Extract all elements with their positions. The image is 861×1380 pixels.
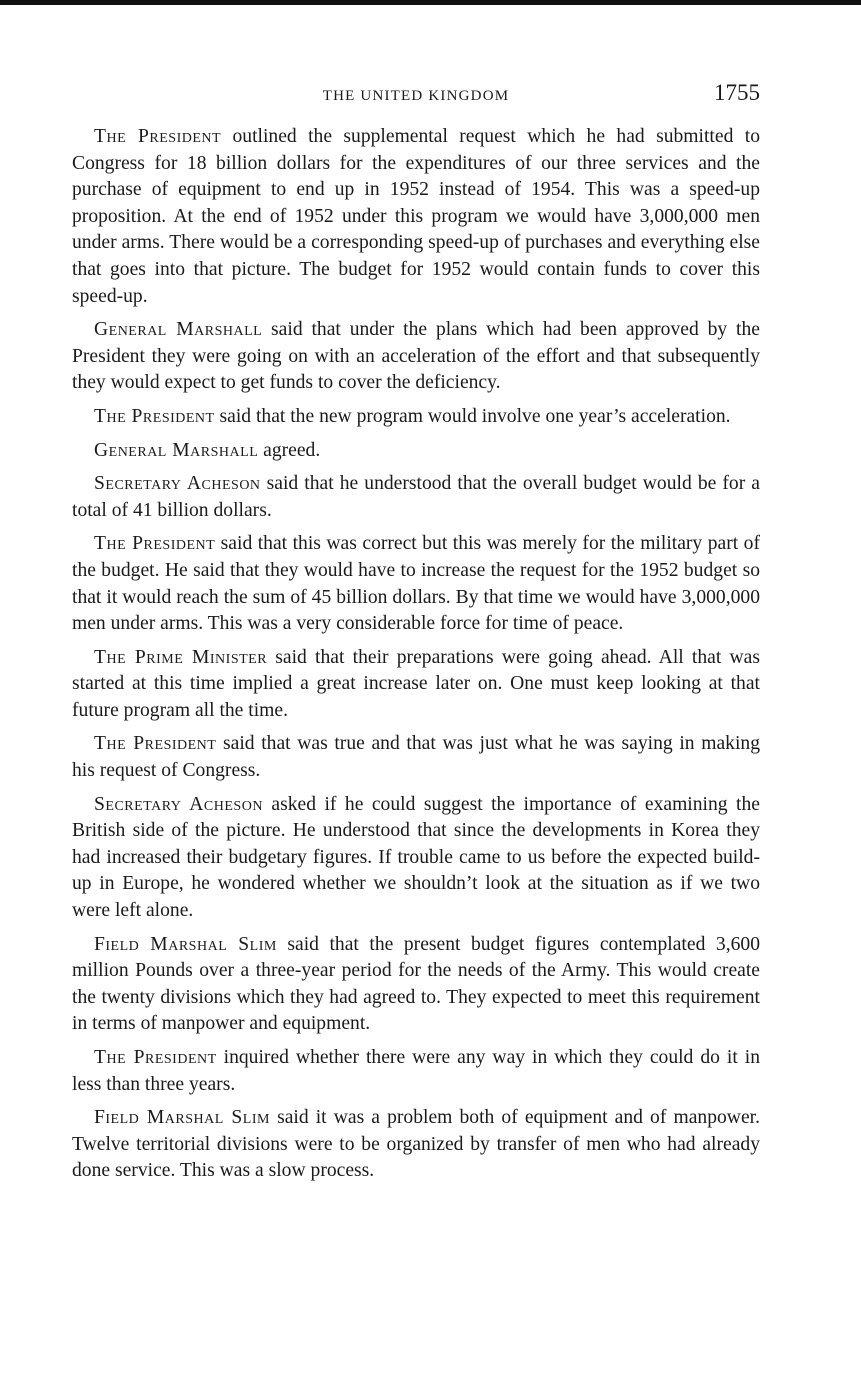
paragraph bbox=[72, 317, 760, 397]
paragraph-text: agreed. bbox=[258, 439, 321, 461]
top-rule bbox=[0, 0, 861, 5]
speaker-name: General Marshall bbox=[94, 319, 263, 341]
page-header bbox=[72, 80, 760, 110]
speaker-name: The President bbox=[94, 533, 216, 555]
paragraph-text: said that their preparations were going ahead. All that was started at this time implied a great increase later on. One must keep looking at that future program all the time. bbox=[72, 646, 760, 721]
paragraph-text: said that the present budget figures contemplated 3,600 million Pounds over a three-year period for the needs of the Army. This would create the twenty divisions which they had agreed to. They expected to meet this requirement in terms of manpower and equipment. bbox=[72, 933, 760, 1035]
paragraph bbox=[72, 1045, 760, 1098]
paragraph-text: said that was true and that was just what he was saying in making his request of Congress. bbox=[72, 733, 760, 782]
paragraph-text: said that this was correct but this was merely for the military part of the budget. He said that they would have to increase the request for the 1952 budget so that it would reach the sum of 45 billion dollars. By that time we would have 3,000,000 men under arms. This was a very considerable force for time of peace. bbox=[72, 533, 760, 635]
body-text bbox=[72, 124, 760, 1192]
speaker-name: The President bbox=[94, 733, 217, 755]
paragraph bbox=[72, 471, 760, 524]
paragraph-text: said that under the plans which had been approved by the President they were going on with an acceleration of the effort and that subsequently they would expect to get funds to cover the deficiency. bbox=[72, 319, 760, 394]
speaker-name: The President bbox=[94, 126, 222, 147]
paragraph bbox=[72, 645, 760, 725]
speaker-name: Field Marshal Slim bbox=[94, 1107, 270, 1129]
paragraph bbox=[72, 731, 760, 784]
speaker-name: Secretary Acheson bbox=[94, 473, 261, 495]
speaker-name: The President bbox=[94, 1047, 217, 1068]
paragraph bbox=[72, 531, 760, 637]
page-number: 1755 bbox=[714, 80, 760, 105]
speaker-name: Secretary Acheson bbox=[94, 793, 263, 815]
paragraph bbox=[72, 792, 760, 925]
paragraph bbox=[72, 438, 760, 465]
paragraph bbox=[72, 1105, 760, 1185]
paragraph-text: outlined the supplemental request which he had submitted to Congress for 18 billion dollars for the expenditures of our three services and the purchase of equipment to end up in 1952 instead of 1954. This was a speed-up proposition. At the end of 1952 under this program we would have 3,000,000 men under arms. There would be a corresponding speed-up of purchases and everything else that goes into that picture. The budget for 1952 would contain funds to cover this speed-up. bbox=[72, 126, 760, 307]
paragraph-text: said that the new program would involve one year’s acceleration. bbox=[214, 405, 731, 427]
speaker-name: Field Marshal Slim bbox=[94, 933, 277, 955]
paragraph-text: asked if he could suggest the importance of examining the British side of the picture. He understood that since the developments in Korea they had increased their budgetary figures. If trouble came to us before the expected build-up in Europe, he wondered whether we shouldn’t look at the situation as if we two were left alone. bbox=[72, 793, 760, 922]
running-head: THE UNITED KINGDOM bbox=[322, 88, 510, 104]
speaker-name: The Prime Minister bbox=[94, 646, 268, 668]
paragraph-text: inquired whether there were any way in which they could do it in less than three years. bbox=[72, 1047, 760, 1095]
paragraph-text: said that he understood that the overall budget would be for a total of 41 billion dollars. bbox=[72, 473, 760, 521]
speaker-name: General Marshall bbox=[94, 439, 259, 461]
paragraph bbox=[72, 124, 760, 310]
paragraph bbox=[72, 932, 760, 1038]
speaker-name: The President bbox=[94, 405, 215, 427]
paragraph bbox=[72, 404, 760, 431]
paragraph-text: said it was a problem both of equipment and of manpower. Twelve territorial divisions were to be organized by transfer of men who had already done service. This was a slow process. bbox=[72, 1107, 760, 1182]
